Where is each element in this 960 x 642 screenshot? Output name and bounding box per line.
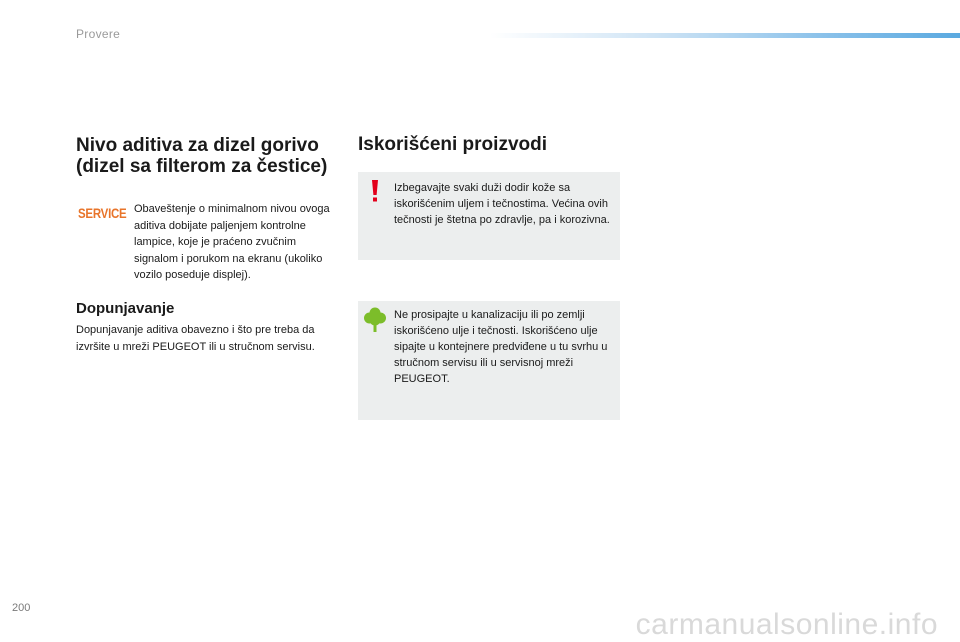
section-label: Provere	[76, 27, 121, 41]
warning-box	[358, 172, 620, 260]
environment-box	[358, 301, 620, 420]
service-warning-icon: SERVICE	[78, 205, 127, 221]
watermark: carmanualsonline.info	[635, 608, 938, 641]
page-number: 200	[12, 602, 31, 614]
topup-subtitle: Dopunjavanje	[76, 300, 175, 317]
environment-box-text: Ne prosipajte u kanalizaciju ili po zemlji iskorišćeno ulje i tečnosti. Iskorišćeno ulje sipajte u kontejnere predviđene u tu svrhu u stručnom servisu ili u servisnoj mreži PEUGEOT.	[394, 309, 608, 385]
warning-box-text: Izbegavajte svaki duži dodir kože sa iskorišćenim uljem i tečnostima. Većina ovih tečnosti je štetna po zdravlje, pa i korozivna.	[394, 182, 610, 226]
fuel-additive-title: Nivo aditiva za dizel gorivo (dizel sa filterom za čestice)	[76, 135, 328, 177]
exclamation-icon	[370, 180, 380, 202]
topup-text: Dopunjavanje aditiva obavezno i što pre treba da izvršite u mreži PEUGEOT ili u stručnom servisu.	[76, 324, 315, 353]
tree-icon	[364, 307, 386, 333]
warning-lamp-text: Obaveštenje o minimalnom nivou ovoga aditiva dobijate paljenjem kontrolne lampice, koje je praćeno zvučnim signalom i porukom na ekranu (ukoliko vozilo poseduje displej).	[134, 203, 330, 281]
header-bar	[490, 33, 960, 38]
used-products-title: Iskorišćeni proizvodi	[358, 134, 547, 155]
